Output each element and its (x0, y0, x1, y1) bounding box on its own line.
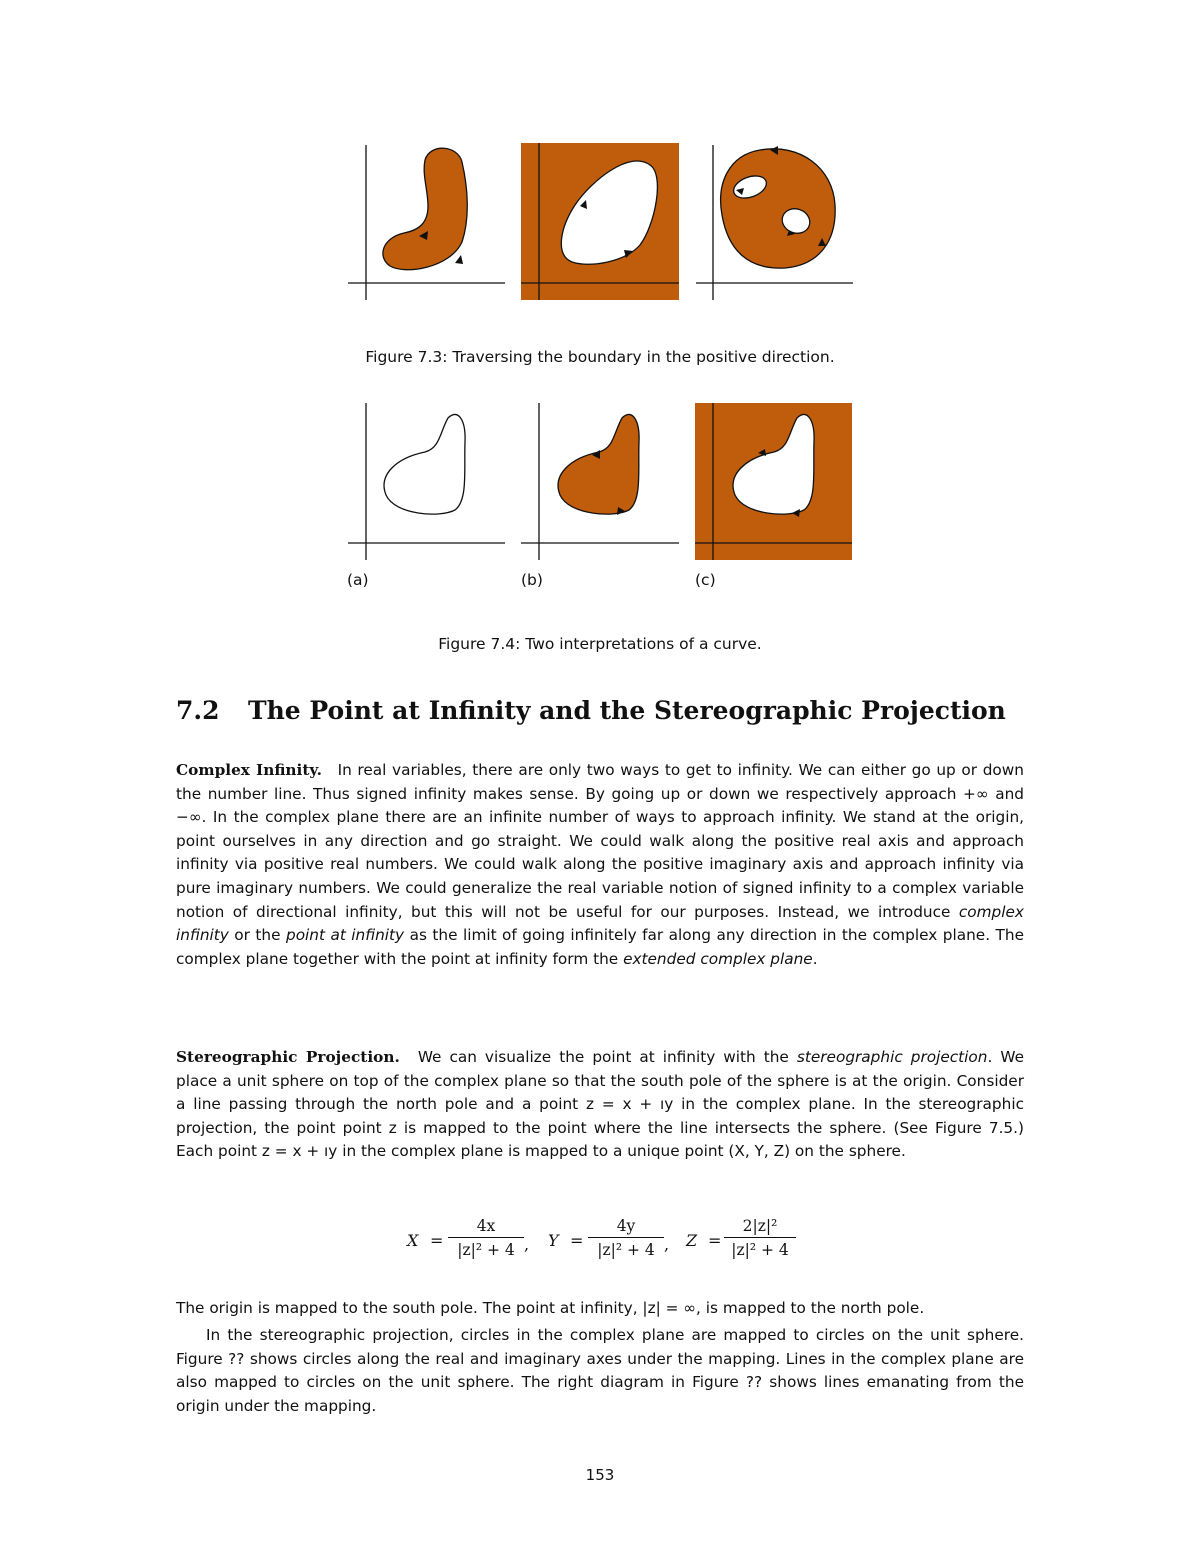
ci-em-3: extended complex plane (623, 949, 813, 968)
eq-y-denominator: |z|² + 4 (597, 1241, 655, 1259)
fig73c-region (721, 149, 836, 268)
stereographic-lead: Stereographic Projection. (176, 1048, 400, 1066)
eq-y-comma: , (664, 1235, 670, 1254)
eq-x-lhs: X (407, 1231, 419, 1250)
fig74b-region (558, 414, 639, 514)
sp-text-2: . We place a unit sphere on top of the complex plane so that the south pole of the sphere is at the origin. Consider a line passing through the north pole and a point z = x + ıy in the complex plane. In the stereographic projection, the point point z is mapped to the point where the line intersects the sphere. (See Figure 7.5.) Each point z = x + ıy in the complex plane is mapped to a unique point (X, Y, Z) on the sphere. (176, 1048, 1024, 1161)
fig73a-region (383, 148, 467, 270)
fig74-panel-b (521, 403, 679, 560)
fig74-panel-c (695, 403, 852, 560)
stereographic-paragraph (176, 1046, 1024, 1164)
section-number: 7.2 (176, 696, 220, 725)
origin-paragraph: The origin is mapped to the south pole. The point at infinity, |z| = ∞, is mapped to the north pole. (176, 1299, 925, 1317)
ci-text-1: In real variables, there are only two ways to get to infinity. We can either go up or down the number line. Thus signed infinity makes sense. By going up or down we respectively approach +∞ and −∞. In the complex plane there are an infinite number of ways to approach infinity. We stand at the origin, point ourselves in any direction and go straight. We could walk along the positive real axis and approach infinity via positive real numbers. We could walk along the positive imaginary axis and approach infinity via pure imaginary numbers. We could generalize the real variable notion of signed infinity to a complex variable notion of directional infinity, but this will not be useful for our purposes. Instead, we introduce (176, 761, 1024, 921)
ci-text-2: or the (234, 926, 281, 945)
ci-em-2: point at infinity (285, 926, 405, 945)
fig73-panel-a (348, 145, 505, 300)
eq-z-fraction (724, 1217, 796, 1259)
complex-infinity-lead: Complex Infinity. (176, 761, 322, 779)
stereographic-equation (0, 1213, 1200, 1269)
page-number: 153 (585, 1466, 615, 1484)
ci-text-3: as the limit of going infinitely far along any direction in the complex plane. The complex plane together with the point at infinity form the (176, 926, 1024, 968)
eq-y-fraction (588, 1217, 664, 1259)
eq-x-equals: = (430, 1231, 444, 1250)
fig74a-curve (384, 414, 465, 514)
eq-x-fraction (448, 1217, 524, 1259)
fig74-label-a: (a) (347, 571, 369, 589)
fig73-panel-c (696, 145, 853, 300)
figure-7-3-caption: Figure 7.3: Traversing the boundary in the positive direction. (365, 348, 835, 366)
eq-x-comma: , (524, 1235, 530, 1254)
eq-z-equals: = (708, 1231, 722, 1250)
fig73a-arrow-2 (455, 255, 463, 264)
sp-em-1: stereographic projection (796, 1048, 988, 1066)
ci-text-4: . (812, 949, 818, 968)
eq-z-numerator: 2|z|² (742, 1217, 778, 1235)
section-title: The Point at Infinity and the Stereographic Projection (248, 696, 1006, 725)
fig74-panel-a (348, 403, 505, 560)
section-heading (176, 696, 1036, 725)
eq-y-equals: = (570, 1231, 584, 1250)
eq-x-denominator: |z|² + 4 (457, 1241, 515, 1259)
sp-text-1: We can visualize the point at infinity with the (417, 1048, 789, 1066)
fig74-label-c: (c) (695, 571, 716, 589)
eq-x-numerator: 4x (476, 1217, 496, 1235)
eq-y-lhs: Y (548, 1231, 559, 1250)
ci-em-1: complex infinity (176, 902, 1024, 945)
fig74-label-b: (b) (521, 571, 543, 589)
fig73-panel-b (521, 143, 679, 300)
eq-y-numerator: 4y (616, 1217, 636, 1235)
eq-z-denominator: |z|² + 4 (731, 1241, 789, 1259)
complex-infinity-paragraph (176, 759, 1024, 971)
figure-7-4-caption: Figure 7.4: Two interpretations of a curve. (438, 635, 762, 653)
circles-paragraph: In the stereographic projection, circles in the complex plane are mapped to circles on the unit sphere. Figure ?? shows circles along the real and imaginary axes under the mapping. Lines in the complex plane are also mapped to circles on the unit sphere. The right diagram in Figure ?? shows lines emanating from the origin under the mapping. (176, 1326, 1024, 1415)
eq-z-lhs: Z (686, 1231, 698, 1250)
figures-drawing (0, 0, 1200, 600)
